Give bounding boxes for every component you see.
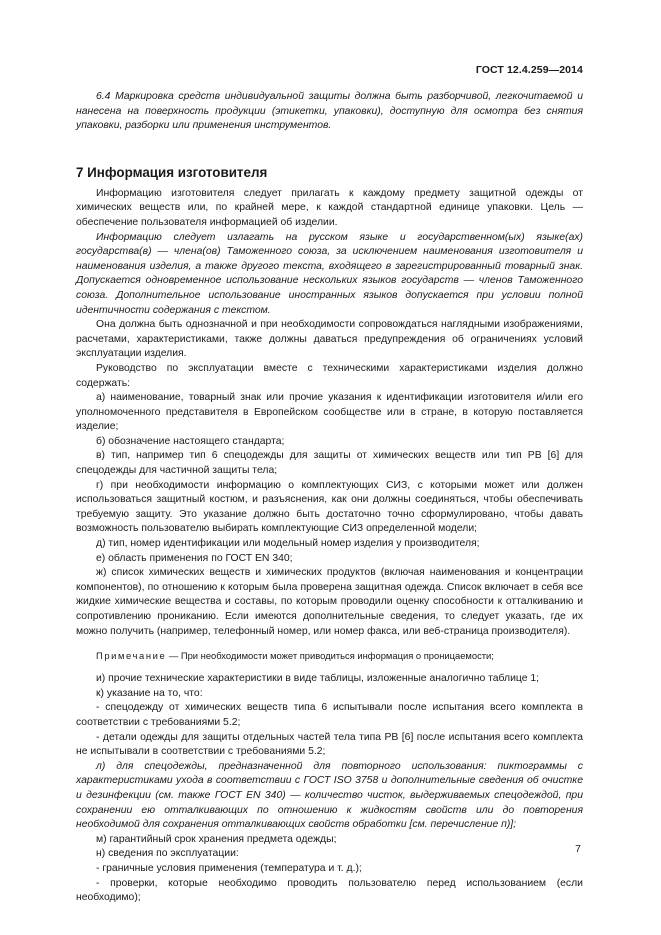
list-item-g: г) при необходимости информацию о комплектующих СИЗ, с которыми может или должен использоваться защитный костюм, и разъяснения, как они должны соединяться, чтобы обеспечивать требуемую защиту. Это указание должно быть достаточно точно сформулировано, чтобы давать возможность пользователю выбирать комплектующие СИЗ определенной модели; — [76, 479, 583, 535]
list-item-e: е) область применения по ГОСТ EN 340; — [96, 552, 293, 564]
list-item-v: в) тип, например тип 6 спецодежды для защиты от химических веществ или тип PB [6] для спецодежды для частичной защиты тела; — [76, 450, 583, 477]
page-body — [76, 90, 583, 906]
clause-6-4: 6.4 Маркировка средств индивидуальной защиты должна быть разборчивой, легкочитаемой и нанесена на поверхность продукции (этикетки, упаковки), доступную для осмотра без снятия упаковки, разборки или применения инструментов. — [76, 91, 583, 132]
note-text: — При необходимости может приводиться информация о проницаемости; — [166, 650, 494, 662]
dash-item: - спецодежду от химических веществ типа 6 испытывали после испытания всего комплекта в соответствии с требованиями 5.2; — [76, 702, 583, 728]
paragraph: Она должна быть однозначной и при необходимости сопровождаться наглядными изображениями, расчетами, характеристиками, также должны даваться предупреждения об ограничениях условий эксплуатации изделия. — [76, 319, 583, 360]
list-item-i: и) прочие технические характеристики в виде таблицы, изложенные аналогично таблице 1; — [96, 673, 540, 685]
page-number: 7 — [575, 843, 581, 855]
list-item-k: к) указание на то, что: — [96, 687, 203, 699]
list-item-d: д) тип, номер идентификации или модельный номер изделия у производителя; — [96, 538, 480, 550]
note-label: Примечание — [96, 650, 167, 662]
paragraph: Руководство по эксплуатации вместе с техническими характеристиками изделия должно содержать: — [76, 362, 583, 389]
list-item-n: н) сведения по эксплуатации: — [96, 848, 239, 860]
list-item-b: б) обозначение настоящего стандарта; — [96, 435, 285, 447]
dash-item: - граничные условия применения (температура и т. д.); — [96, 862, 362, 874]
document-code: ГОСТ 12.4.259—2014 — [475, 64, 583, 76]
list-item-m: м) гарантийный срок хранения предмета одежды; — [96, 833, 337, 845]
dash-item: - проверки, которые необходимо проводить пользователю перед использованием (если необходимо); — [76, 877, 583, 904]
paragraph: Информацию изготовителя следует прилагать к каждому предмету защитной одежды от химических веществ или, по крайней мере, к каждой стандартной единице упаковки. Цель — обеспечение пользователя информацией об изделии. — [76, 187, 583, 228]
dash-item: - детали одежды для защиты отдельных частей тела типа PB [6] после испытания всего комплекта не испытывали в соответствии с требованиями 5.2; — [76, 731, 583, 758]
list-item-l: л) для спецодежды, предназначенной для повторного использования: пиктограммы с характеристиками ухода в соответствии с ГОСТ ISO 3758 и дополнительные сведения об очистке и дезинфекции (см. также ГОСТ EN 340) — количество чисток, выдерживаемых спецодеждой, при сохранении ею отталкивающих по отношению к жидкостям свойств или до повторения необходимой для сохранения отталкивающих свойств обработки [см. перечисление п)]; — [76, 760, 583, 831]
section-title: 7 Информация изготовителя — [76, 164, 268, 180]
list-item-zh: ж) список химических веществ и химических продуктов (включая наименования и концентрации компонентов), по отношению к которым была проверена защитная одежда. Список включает в себя все жидкие химические вещества и составы, по которым проводили оценку способности к отталкиванию и сопротивлению прониканию. Если имеются дополнительные сведения, то следует указать, где их можно получить (например, телефонный номер, или номер факса, или веб-страница производителя). — [76, 567, 583, 637]
list-item-a: а) наименование, товарный знак или прочие указания к идентификации изготовителя и/или его уполномоченного представителя в Европейском сообществе или в стране, в которую поставляется изделие; — [76, 392, 583, 433]
paragraph-language: Информацию следует излагать на русском языке и государственном(ых) языке(ах) государства(в) — члена(ов) Таможенного союза, за исключением наименования изготовителя и наименования изделия, а также другого текста, входящего в зарегистрированный товарный знак. Допускается одновременное использование нескольких языков государств — членов Таможенного союза. Дополнительное использование иностранных языков допускается при условии полной идентичности содержания с текстом. — [76, 231, 583, 316]
note — [76, 649, 583, 662]
